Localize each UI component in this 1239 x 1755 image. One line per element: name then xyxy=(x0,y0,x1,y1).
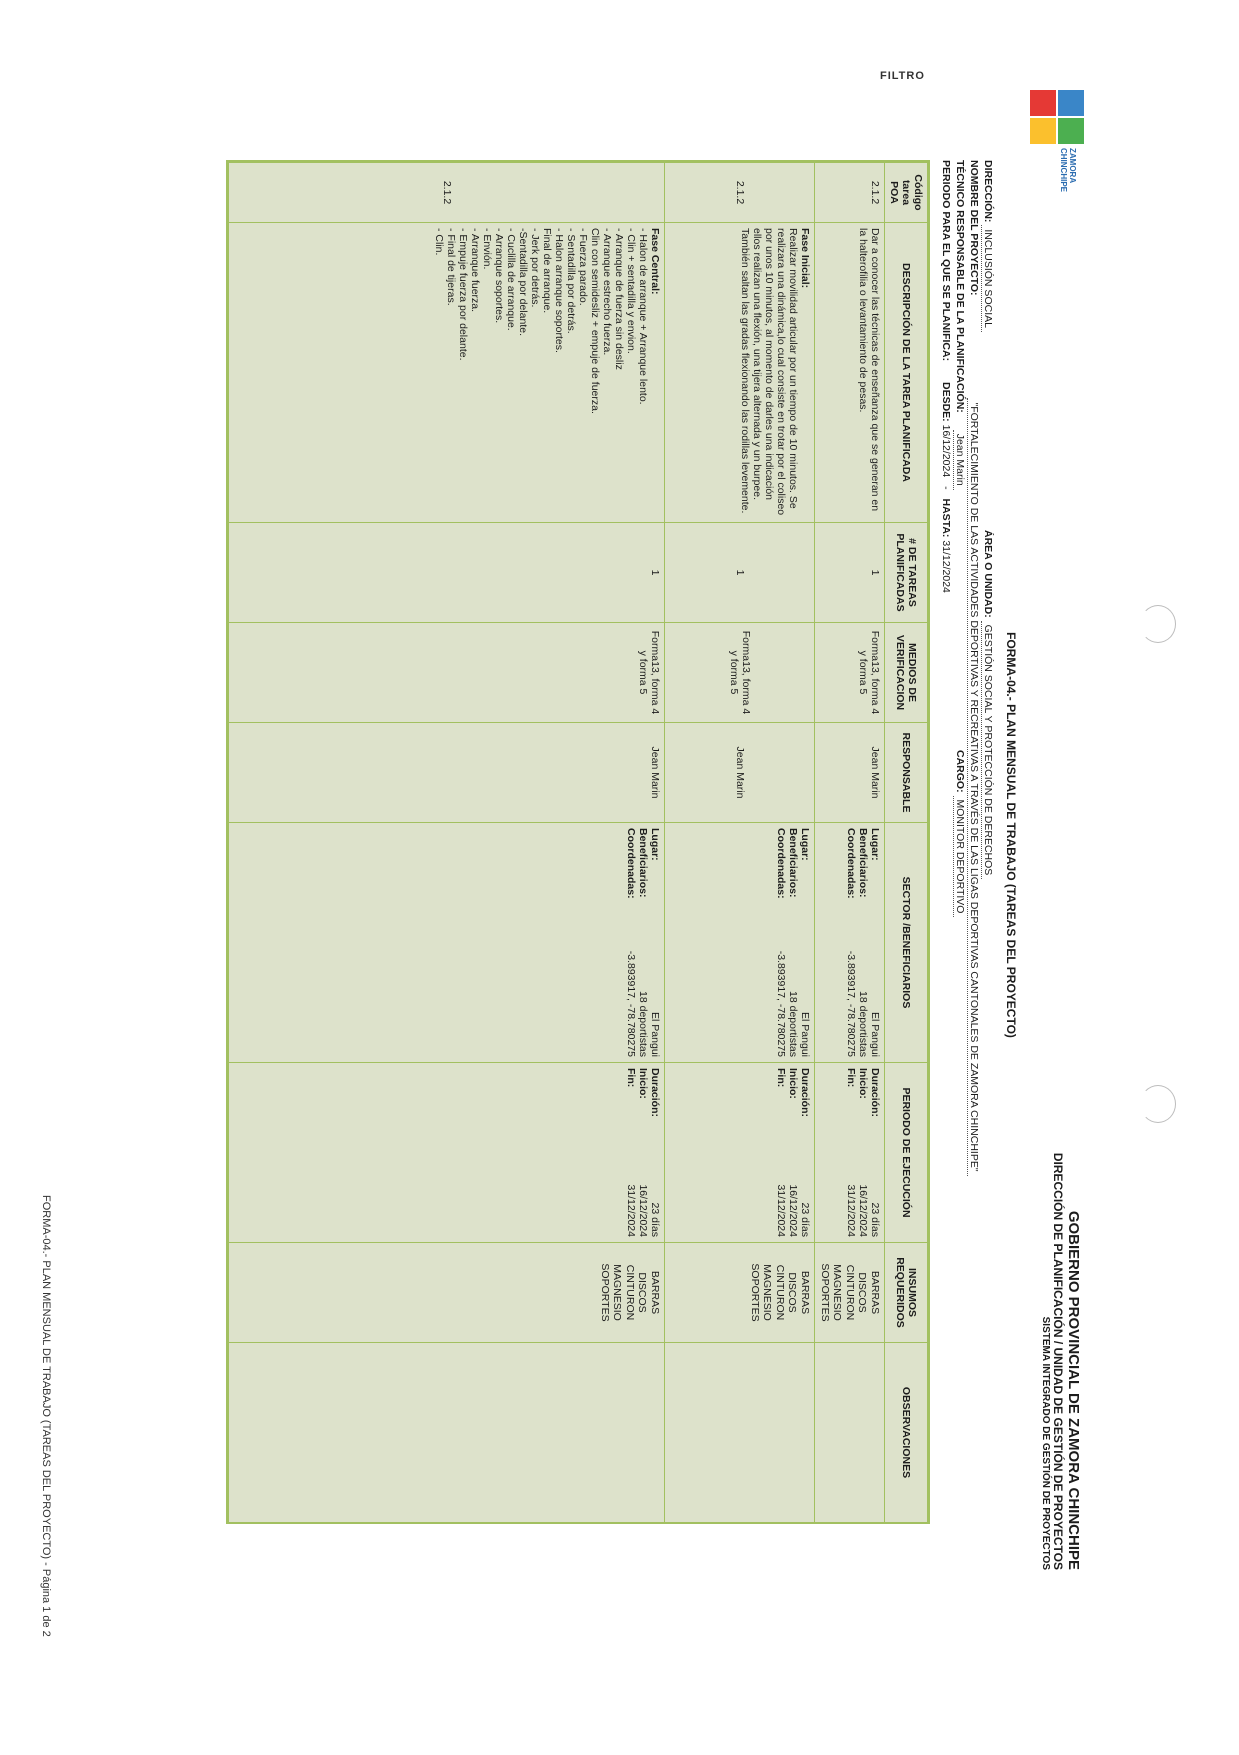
step-item: -Sentadilla por delante. xyxy=(517,228,530,336)
insumo-item: DISCOS xyxy=(856,1272,869,1313)
cell-codigo: 2.1.2 xyxy=(665,163,815,223)
step-item: - Arranque estrecho fuerza. xyxy=(601,228,614,356)
logo-text: ZAMORA CHINCHIPE xyxy=(1059,148,1077,193)
step-item: - Envión. xyxy=(481,228,494,270)
step-item: Clin con semidesliz + empuje de fuerza. xyxy=(589,228,602,414)
table-row xyxy=(815,163,885,1523)
col-responsable: RESPONSABLE xyxy=(885,723,928,823)
cell-tareas: 1 xyxy=(665,523,815,623)
field-proyecto xyxy=(968,160,980,1176)
cell-periodo xyxy=(815,1063,885,1243)
field-periodo: PERIODO PARA EL QUE SE PLANIFICA: DESDE: 16/12/2024 - HASTA: 31/12/2024 xyxy=(940,160,952,593)
cell-periodo xyxy=(665,1063,815,1243)
logo xyxy=(1020,90,1090,193)
hasta-label: HASTA: xyxy=(940,498,952,538)
lugar-value: El Pangui xyxy=(649,1012,662,1057)
col-codigo: Código tarea POA xyxy=(885,163,928,223)
cell-sector xyxy=(665,823,815,1063)
step-item: - Arranque fuerza. xyxy=(469,228,482,313)
cell-medios: Forma13, forma 4 y forma 5 xyxy=(229,623,665,723)
direccion-label: DIRECCIÓN: xyxy=(982,160,994,223)
step-item: - Clin + sentadilla y envion. xyxy=(625,228,638,354)
beneficiarios-label: Beneficiarios: xyxy=(637,828,650,898)
punch-hole-top xyxy=(1140,605,1176,643)
coordenadas-value: -3.893917, -78.780275 xyxy=(625,950,638,1057)
cell-insumos xyxy=(665,1243,815,1343)
cell-descripcion xyxy=(229,223,665,523)
step-item: - Empuje fuerza por delante. xyxy=(457,228,470,361)
col-sector: SECTOR /BENEFICIARIOS xyxy=(885,823,928,1063)
proyecto-value: "FORTALECIMIENTO DE LAS ACTIVIDADES DEPORTIVAS Y RECREATIVAS A TRAVÉS DE LAS LIGAS DEPORTIVAS CANTONALES DE ZAMORA CHINCHIPE" xyxy=(967,398,980,1175)
field-cargo xyxy=(954,750,966,917)
col-periodo: PERIODO DE EJECUCIÓN xyxy=(885,1063,928,1243)
step-item: - Jerk por detrás. xyxy=(529,228,542,308)
insumo-item: CINTURON xyxy=(773,1264,786,1321)
duracion-label: Duración: xyxy=(799,1068,812,1118)
desde-value: 16/12/2024 xyxy=(940,424,952,478)
cell-tareas: 1 xyxy=(229,523,665,623)
cell-codigo: 2.1.2 xyxy=(229,163,665,223)
field-area xyxy=(982,530,994,879)
system-name: SISTEMA INTEGRADO DE GESTIÓN DE PROYECTOS xyxy=(1040,1316,1051,1570)
col-descripcion: DESCRIPCIÓN DE LA TAREA PLANIFICADA xyxy=(885,223,928,523)
cell-descripcion: Dar a conocer las técnicas de enseñanza que se generan en la halterofilia o levantamiento de pesas. xyxy=(815,223,885,523)
dept-name: DIRECCIÓN DE PLANIFICACIÓN / UNIDAD DE GESTIÓN DE PROYECTOS xyxy=(1051,1152,1065,1570)
cell-insumos xyxy=(815,1243,885,1343)
filtro-stamp: FILTRO xyxy=(880,70,925,82)
cell-responsable: Jean Marin xyxy=(815,723,885,823)
cell-observaciones xyxy=(229,1343,665,1523)
form-title: FORMA-04.- PLAN MENSUAL DE TRABAJO (TAREAS DEL PROYECTO) xyxy=(1004,632,1018,1038)
insumo-item: SOPORTES xyxy=(598,1263,611,1322)
insumo-item: MAGNESIO xyxy=(761,1264,774,1321)
cell-codigo: 2.1.2 xyxy=(815,163,885,223)
cell-observaciones xyxy=(815,1343,885,1523)
lugar-label: Lugar: xyxy=(649,828,662,861)
coordenadas-label: Coordenadas: xyxy=(625,828,638,899)
inicio-label: Inicio: xyxy=(787,1068,800,1099)
col-medios: MEDIOS DE VERIFICACION xyxy=(885,623,928,723)
step-item: - Arranque soportes. xyxy=(493,228,506,324)
inicio-value: 16/12/2024 xyxy=(637,1184,650,1237)
periodo-label: PERIODO PARA EL QUE SE PLANIFICA: xyxy=(940,160,952,362)
landscape-sheet xyxy=(210,90,1090,1580)
insumo-item: BARRAS xyxy=(799,1270,812,1315)
step-item: Final de arranque. xyxy=(541,228,554,314)
fin-value: 31/12/2024 xyxy=(775,1184,788,1237)
coordenadas-label: Coordenadas: xyxy=(845,828,857,899)
cargo-label: CARGO: xyxy=(954,750,966,793)
tasks-table xyxy=(226,160,930,1524)
fin-value: 31/12/2024 xyxy=(845,1184,857,1237)
insumo-item: CINTURON xyxy=(623,1264,636,1321)
cell-responsable: Jean Marin xyxy=(229,723,665,823)
cell-responsable: Jean Marin xyxy=(665,723,815,823)
logo-block-blue xyxy=(1058,90,1084,116)
steps-list xyxy=(433,228,649,517)
step-item: - Clin. xyxy=(433,228,446,256)
area-value: GESTIÓN SOCIAL Y PROTECCIÓN DE DERECHOS xyxy=(981,621,994,880)
step-item: - Sentadilla por detrás. xyxy=(565,228,578,334)
table-row xyxy=(665,163,815,1523)
cell-medios: Forma13, forma 4 y forma 5 xyxy=(665,623,815,723)
insumo-item: CINTURON xyxy=(843,1264,856,1321)
desc-text: Realizar movilidad articular por un tiempo de 10 minutos. Se realizara una dinámica,lo cual consiste en trotar por el coliseo por unos 10 minutos, al momento de darles una indicación ellos realizan una flexión, una tijera alternada y un burpee. También saltan las gradas flexionando las rodillas levemente. xyxy=(739,228,800,516)
cell-sector xyxy=(229,823,665,1063)
step-item: - Final de tijeras. xyxy=(445,228,458,306)
inicio-value: 16/12/2024 xyxy=(857,1184,869,1237)
page-footer: FORMA-04.- PLAN MENSUAL DE TRABAJO (TAREAS DEL PROYECTO) - Página 1 de 2 xyxy=(40,1195,52,1637)
step-item: - Halon de arranque + Arranque lento. xyxy=(637,228,650,405)
insumo-item: DISCOS xyxy=(636,1272,649,1313)
insumo-item: BARRAS xyxy=(649,1270,662,1315)
logo-block-red xyxy=(1030,90,1056,116)
insumo-item: MAGNESIO xyxy=(611,1264,624,1321)
cell-insumos xyxy=(229,1243,665,1343)
beneficiarios-value: 18 deportistas xyxy=(787,991,800,1057)
step-item: - Halon arranque soportes. xyxy=(553,228,566,353)
coordenadas-value: -3.893917, -78.780275 xyxy=(775,950,788,1057)
logo-block-green xyxy=(1058,118,1084,144)
col-tareas: # DE TAREAS PLANIFICADAS xyxy=(885,523,928,623)
cell-observaciones xyxy=(665,1343,815,1523)
cell-sector xyxy=(815,823,885,1063)
insumo-item: SOPORTES xyxy=(818,1263,831,1322)
table-header-row xyxy=(885,163,928,1523)
tecnico-label: TÉCNICO RESPONSABLE DE LA PLANIFICACIÓN: xyxy=(954,160,966,413)
beneficiarios-value: 18 deportistas xyxy=(637,991,650,1057)
proyecto-label: NOMBRE DEL PROYECTO: xyxy=(968,160,980,296)
beneficiarios-value: 18 deportistas xyxy=(857,991,869,1057)
duracion-value: 23 días xyxy=(649,1202,662,1237)
col-observaciones: OBSERVACIONES xyxy=(885,1343,928,1523)
coordenadas-label: Coordenadas: xyxy=(775,828,788,899)
cell-medios: Forma13, forma 4 y forma 5 xyxy=(815,623,885,723)
cell-descripcion xyxy=(665,223,815,523)
duracion-label: Duración: xyxy=(649,1068,662,1118)
org-name: GOBIERNO PROVINCIAL DE ZAMORA CHINCHIPE xyxy=(1065,1210,1082,1570)
fin-label: Fin: xyxy=(845,1068,857,1088)
step-item: - Fuerza parado. xyxy=(577,228,590,306)
punch-hole-bottom xyxy=(1140,1085,1176,1123)
direccion-value: INCLUSIÓN SOCIAL xyxy=(981,225,994,332)
header-organization xyxy=(1040,1153,1082,1570)
cargo-value: MONITOR DEPORTIVO xyxy=(953,796,966,918)
beneficiarios-label: Beneficiarios: xyxy=(857,828,869,898)
desc-title: Fase Inicial: xyxy=(799,228,812,289)
inicio-value: 16/12/2024 xyxy=(787,1184,800,1237)
fin-label: Fin: xyxy=(625,1068,638,1088)
beneficiarios-label: Beneficiarios: xyxy=(787,828,800,898)
lugar-value: El Pangui xyxy=(869,1012,881,1057)
field-direccion xyxy=(982,160,994,332)
insumo-item: DISCOS xyxy=(786,1272,799,1313)
duracion-value: 23 días xyxy=(799,1202,812,1237)
field-tecnico xyxy=(954,160,966,490)
lugar-label: Lugar: xyxy=(869,828,881,861)
logo-block-yellow xyxy=(1030,118,1056,144)
hasta-value: 31/12/2024 xyxy=(940,540,952,593)
coordenadas-value: -3.893917, -78.780275 xyxy=(845,950,857,1057)
cell-tareas: 1 xyxy=(815,523,885,623)
desc-title: Fase Central: xyxy=(649,228,662,295)
fin-value: 31/12/2024 xyxy=(625,1184,638,1237)
lugar-label: Lugar: xyxy=(799,828,812,861)
area-label: ÁREA O UNIDAD: xyxy=(982,530,994,618)
desde-label: DESDE: xyxy=(940,382,952,422)
duracion-label: Duración: xyxy=(869,1068,881,1118)
cell-periodo xyxy=(229,1063,665,1243)
inicio-label: Inicio: xyxy=(637,1068,650,1099)
insumo-item: BARRAS xyxy=(869,1270,881,1315)
insumo-item: MAGNESIO xyxy=(831,1264,844,1321)
tecnico-value: Jean Marin xyxy=(953,430,966,490)
fin-label: Fin: xyxy=(775,1068,788,1088)
duracion-value: 23 días xyxy=(869,1202,881,1237)
insumo-item: SOPORTES xyxy=(748,1263,761,1322)
step-item: - Arranque de fuerza sin desliz xyxy=(613,228,626,370)
step-item: - Cuclilla de arranque. xyxy=(505,228,518,331)
inicio-label: Inicio: xyxy=(857,1068,869,1099)
col-insumos: INSUMOS REQUERIDOS xyxy=(885,1243,928,1343)
table-row xyxy=(229,163,665,1523)
lugar-value: El Pangui xyxy=(799,1012,812,1057)
